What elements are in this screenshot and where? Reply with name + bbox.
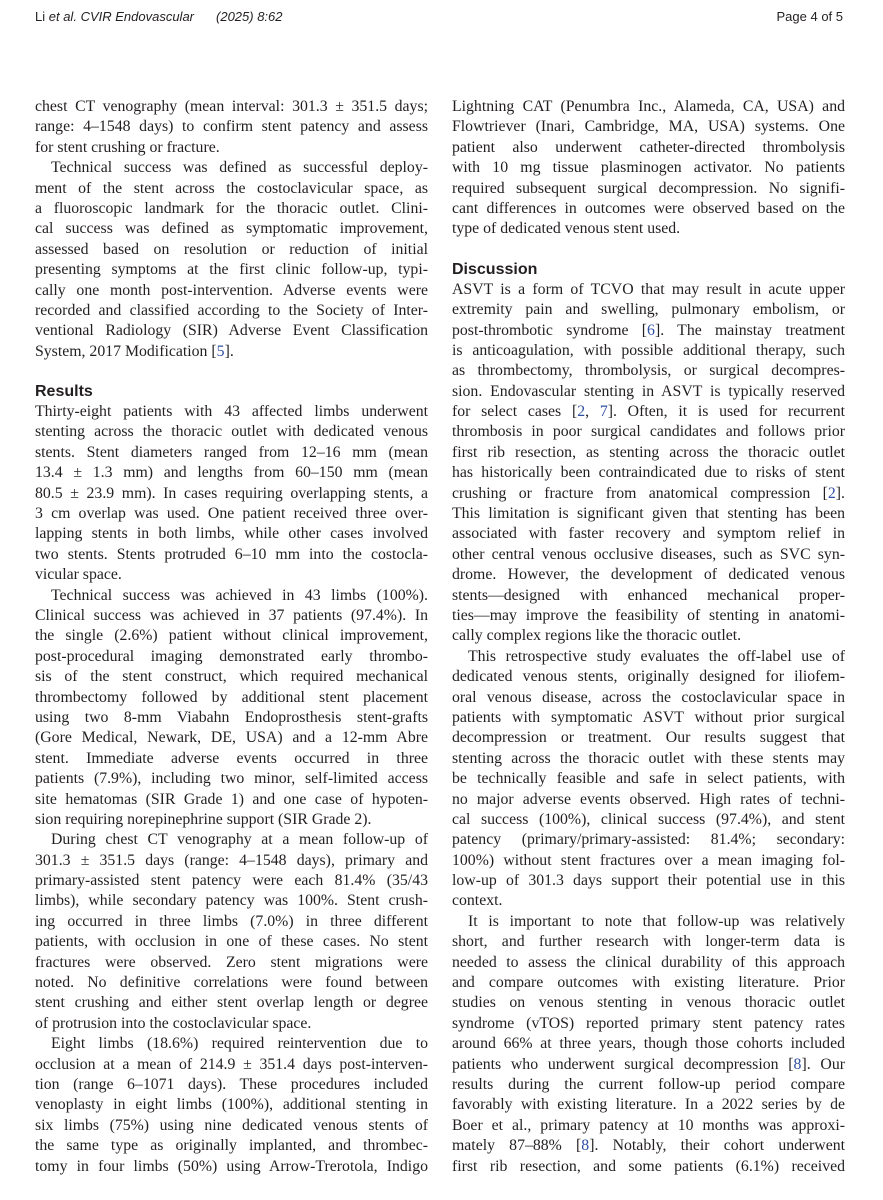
text-line: ventional Radiology (SIR) Adverse Event Classification — [35, 322, 428, 340]
paragraph — [452, 97, 845, 240]
text-line: (Gore Medical, Newark, DE, USA) and a 12-mm Abre — [35, 729, 428, 747]
text-line: Eight limbs (18.6%) required reintervention due to — [51, 1035, 428, 1053]
text-line: assessed based on resolution or reduction of initial — [35, 240, 428, 258]
text-line: and compare outcomes with existing literature. Prior — [452, 974, 845, 992]
text-line: drome. However, the development of dedicated venous — [452, 566, 845, 584]
text-line: stenting across the thoracic outlet with these stents may — [452, 749, 845, 767]
text-line: context. — [452, 892, 503, 910]
text-line: 100%) without stent fractures over a mean imaging fol- — [452, 851, 845, 869]
text-line: favorably with existing literature. In a 2022 series by de — [452, 1096, 845, 1114]
text-line: decompression or treatment. Our results suggest that — [452, 729, 845, 747]
text-line: ties—may improve the feasibility of stenting in anatomi- — [452, 606, 845, 624]
text-line: Clinical success was achieved in 37 patients (97.4%). In — [35, 606, 428, 624]
text-line: required subsequent surgical decompression. No signifi- — [452, 179, 845, 197]
text-line: range: 4–1548 days) to confirm stent patency and assess — [35, 118, 428, 136]
text-line: using two 8-mm Viabahn Endoprosthesis stent-grafts — [35, 708, 428, 726]
text-line: ment of the stent across the costoclavicular space, as — [35, 179, 428, 197]
text-line: no major adverse events observed. High rates of techni- — [452, 790, 845, 808]
text-line: noted. No definitive correlations were found between — [35, 974, 428, 992]
text-line: a fluoroscopic landmark for the thoracic outlet. Clini- — [35, 199, 428, 217]
text-line: cal success (100%), clinical success (97.4%), and stent — [452, 810, 845, 828]
text-line: presenting symptoms at the first clinic follow-up, typi- — [35, 261, 428, 279]
text-line: Technical success was achieved in 43 limbs (100%). — [51, 586, 428, 604]
text-line: 13.4 ± 1.3 mm) and lengths from 60–150 mm (mean — [35, 464, 428, 482]
text-line: needed to assess the clinical durability of this approach — [452, 953, 845, 971]
header-volume: (2025) 8:62 — [216, 9, 283, 24]
text-line: Lightning CAT (Penumbra Inc., Alameda, CA, USA) and — [452, 98, 845, 115]
text-line: other central venous occlusive diseases, such as SVC syn- — [452, 545, 845, 563]
text-line: cally one month post-intervention. Adverse events were — [35, 281, 428, 299]
text-line: ing occurred in three limbs (7.0%) in three different — [35, 912, 428, 930]
paragraph — [35, 97, 428, 158]
text-line: crushing or fracture from anatomical compression [2]. — [452, 484, 845, 502]
text-line: cally complex regions like the thoracic outlet. — [452, 627, 742, 645]
text-line: post-thrombotic syndrome [6]. The mainstay treatment — [452, 321, 845, 339]
citation-link[interactable]: 2 — [827, 484, 836, 502]
text-line: 301.3 ± 351.5 days (range: 4–1548 days), primary and — [35, 851, 428, 869]
text-line: sion. Endovascular stenting in ASVT is typically reserved — [452, 382, 845, 400]
paragraph — [452, 912, 845, 1177]
paragraph — [452, 280, 845, 647]
text-line: chest CT venography (mean interval: 301.3 ± 351.5 days; — [35, 98, 428, 115]
text-line: Technical success was defined as successful deploy- — [51, 159, 428, 177]
text-line: for select cases [2, 7]. Often, it is used for recurrent — [452, 403, 845, 421]
text-line: 3 cm overlap was used. One patient received three over- — [35, 505, 428, 523]
text-line: vicular space. — [35, 566, 122, 584]
text-line: extremity pain and swelling, pulmonary embolism, or — [452, 301, 845, 319]
text-line: Flowtriever (Inari, Cambridge, MA, USA) systems. One — [452, 118, 845, 136]
header-etal: et al. — [48, 9, 77, 24]
text-line: six limbs (75%) using nine dedicated venous stents of — [35, 1116, 428, 1134]
text-line: System, 2017 Modification [5]. — [35, 342, 234, 360]
text-line: patients (7.9%), including two minor, self-limited access — [35, 770, 428, 788]
text-line: 80.5 ± 23.9 mm). In cases requiring overlapping stents, a — [35, 484, 428, 502]
text-line: It is important to note that follow-up was relatively — [468, 912, 845, 930]
paragraph — [35, 830, 428, 1034]
text-line: the same type as originally implanted, and thrombec- — [35, 1137, 428, 1155]
header-author: Li — [35, 9, 46, 24]
text-line: be technically feasible and safe in select patients, with — [452, 770, 845, 788]
text-line: short, and further research with longer-term data is — [452, 933, 845, 951]
right-column — [452, 97, 845, 1177]
text-line: first rib resection, as stenting across the thoracic outlet — [452, 443, 845, 461]
left-column — [35, 97, 428, 1177]
text-line: patient also underwent catheter-directed thrombolysis — [452, 138, 845, 156]
text-line: During chest CT venography at a mean follow-up of — [51, 831, 428, 849]
text-line: patients with symptomatic ASVT without prior surgical — [452, 708, 845, 726]
paragraph — [35, 158, 428, 362]
text-line: tion (range 6–1071 days). These procedures included — [35, 1075, 428, 1093]
header-page-number: Page 4 of 5 — [776, 9, 843, 24]
text-line: stents—designed with enhanced mechanical proper- — [452, 586, 845, 604]
text-line: This retrospective study evaluates the off-label use of — [468, 647, 845, 665]
section-heading: Results — [35, 383, 93, 401]
text-line: occlusion at a mean of 214.9 ± 351.4 days post-interven- — [35, 1055, 428, 1073]
text-line: primary-assisted stent patency were each 81.4% (35/43 — [35, 872, 428, 890]
section-heading: Discussion — [452, 260, 538, 278]
text-line: This limitation is significant given that stenting has been — [452, 505, 845, 523]
text-line: sis of the stent construct, which required mechanical — [35, 668, 428, 686]
text-line: dedicated venous stents, originally designed for iliofem- — [452, 668, 845, 686]
text-line: Thirty-eight patients with 43 affected limbs underwent — [35, 403, 428, 421]
text-line: cant differences in outcomes were observed based on the — [452, 199, 845, 217]
citation-link[interactable]: 7 — [599, 403, 608, 421]
text-line: stents. Stent diameters ranged from 12–16 mm (mean — [35, 443, 428, 461]
text-line: type of dedicated venous stent used. — [452, 220, 681, 238]
citation-link[interactable]: 2 — [577, 403, 586, 421]
paragraph — [35, 586, 428, 831]
text-line: venoplasty in eight limbs (100%), additional stenting in — [35, 1096, 428, 1114]
text-line: cal success was defined as symptomatic improvement, — [35, 220, 428, 238]
text-line: mately 87–88% [8]. Notably, their cohort underwent — [452, 1137, 845, 1155]
text-line: as thrombectomy, thrombolysis, or surgical decompres- — [452, 362, 845, 380]
text-line: for stent crushing or fracture. — [35, 138, 220, 156]
text-line: recorded and classified according to the Society of Inter- — [35, 301, 428, 319]
text-line: has historically been contraindicated due to risks of stent — [452, 464, 845, 482]
citation-link[interactable]: 8 — [581, 1137, 590, 1155]
text-line: first rib resection, and some patients (6.1%) received — [452, 1157, 845, 1175]
text-line: the single (2.6%) patient without clinical improvement, — [35, 627, 428, 645]
text-line: low-up of 301.3 days support their potential use in this — [452, 872, 845, 890]
text-line: ASVT is a form of TCVO that may result in acute upper — [452, 280, 845, 298]
text-line: is anticoagulation, with possible additional therapy, such — [452, 341, 845, 359]
text-line: oral venous disease, across the costoclavicular space in — [452, 688, 845, 706]
text-line: thrombosis in poor surgical candidates and follows prior — [452, 423, 845, 441]
text-line: around 66% at three years, though those cohorts included — [452, 1035, 845, 1053]
text-line: site hematomas (SIR Grade 1) and one case of hypoten- — [35, 790, 428, 808]
paragraph — [35, 1034, 428, 1177]
text-line: thrombectomy followed by additional stent placement — [35, 688, 428, 706]
paragraph — [452, 647, 845, 912]
text-line: Boer et al., primary patency at 10 months was approxi- — [452, 1116, 845, 1134]
text-line: associated with faster recovery and symptom relief in — [452, 525, 845, 543]
running-header — [35, 9, 843, 24]
text-line: syndrome (vTOS) reported primary stent patency rates — [452, 1014, 845, 1032]
text-line: stent. Immediate adverse events occurred in three — [35, 749, 428, 767]
text-line: patients who underwent surgical decompression [8]. Our — [452, 1055, 845, 1073]
text-line: tomy in four limbs (50%) using Arrow-Trerotola, Indigo — [35, 1157, 428, 1175]
text-line: two stents. Stents protruded 6–10 mm into the costocla- — [35, 545, 428, 563]
text-line: post-procedural imaging demonstrated early thrombo- — [35, 647, 428, 665]
text-line: sion requiring norepinephrine support (SIR Grade 2). — [35, 810, 372, 828]
text-line: patency (primary/primary-assisted: 81.4%; secondary: — [452, 831, 845, 849]
text-line: fractures were observed. Zero stent migrations were — [35, 953, 428, 971]
text-line: limbs), while secondary patency was 100%. Stent crush- — [35, 892, 428, 910]
header-journal-name: CVIR Endovascular — [80, 9, 195, 24]
text-line: results during the current follow-up period compare — [452, 1075, 845, 1093]
text-line: of protrusion into the costoclavicular space. — [35, 1014, 312, 1032]
text-line: stent crushing and either stent overlap length or degree — [35, 994, 428, 1012]
citation-link[interactable]: 5 — [216, 342, 225, 360]
text-line: studies on venous stenting in venous thoracic outlet — [452, 994, 845, 1012]
paragraph — [35, 402, 428, 586]
citation-link[interactable]: 8 — [793, 1055, 802, 1073]
citation-link[interactable]: 6 — [647, 321, 655, 339]
text-line: lapping stents in both limbs, while other cases involved — [35, 525, 428, 543]
text-line: patients, with occlusion in one of these cases. No stent — [35, 933, 428, 951]
running-header-journal — [35, 9, 194, 24]
text-line: stenting across the thoracic outlet with dedicated venous — [35, 423, 428, 441]
text-line: with 10 mg tissue plasminogen activator. No patients — [452, 159, 845, 177]
